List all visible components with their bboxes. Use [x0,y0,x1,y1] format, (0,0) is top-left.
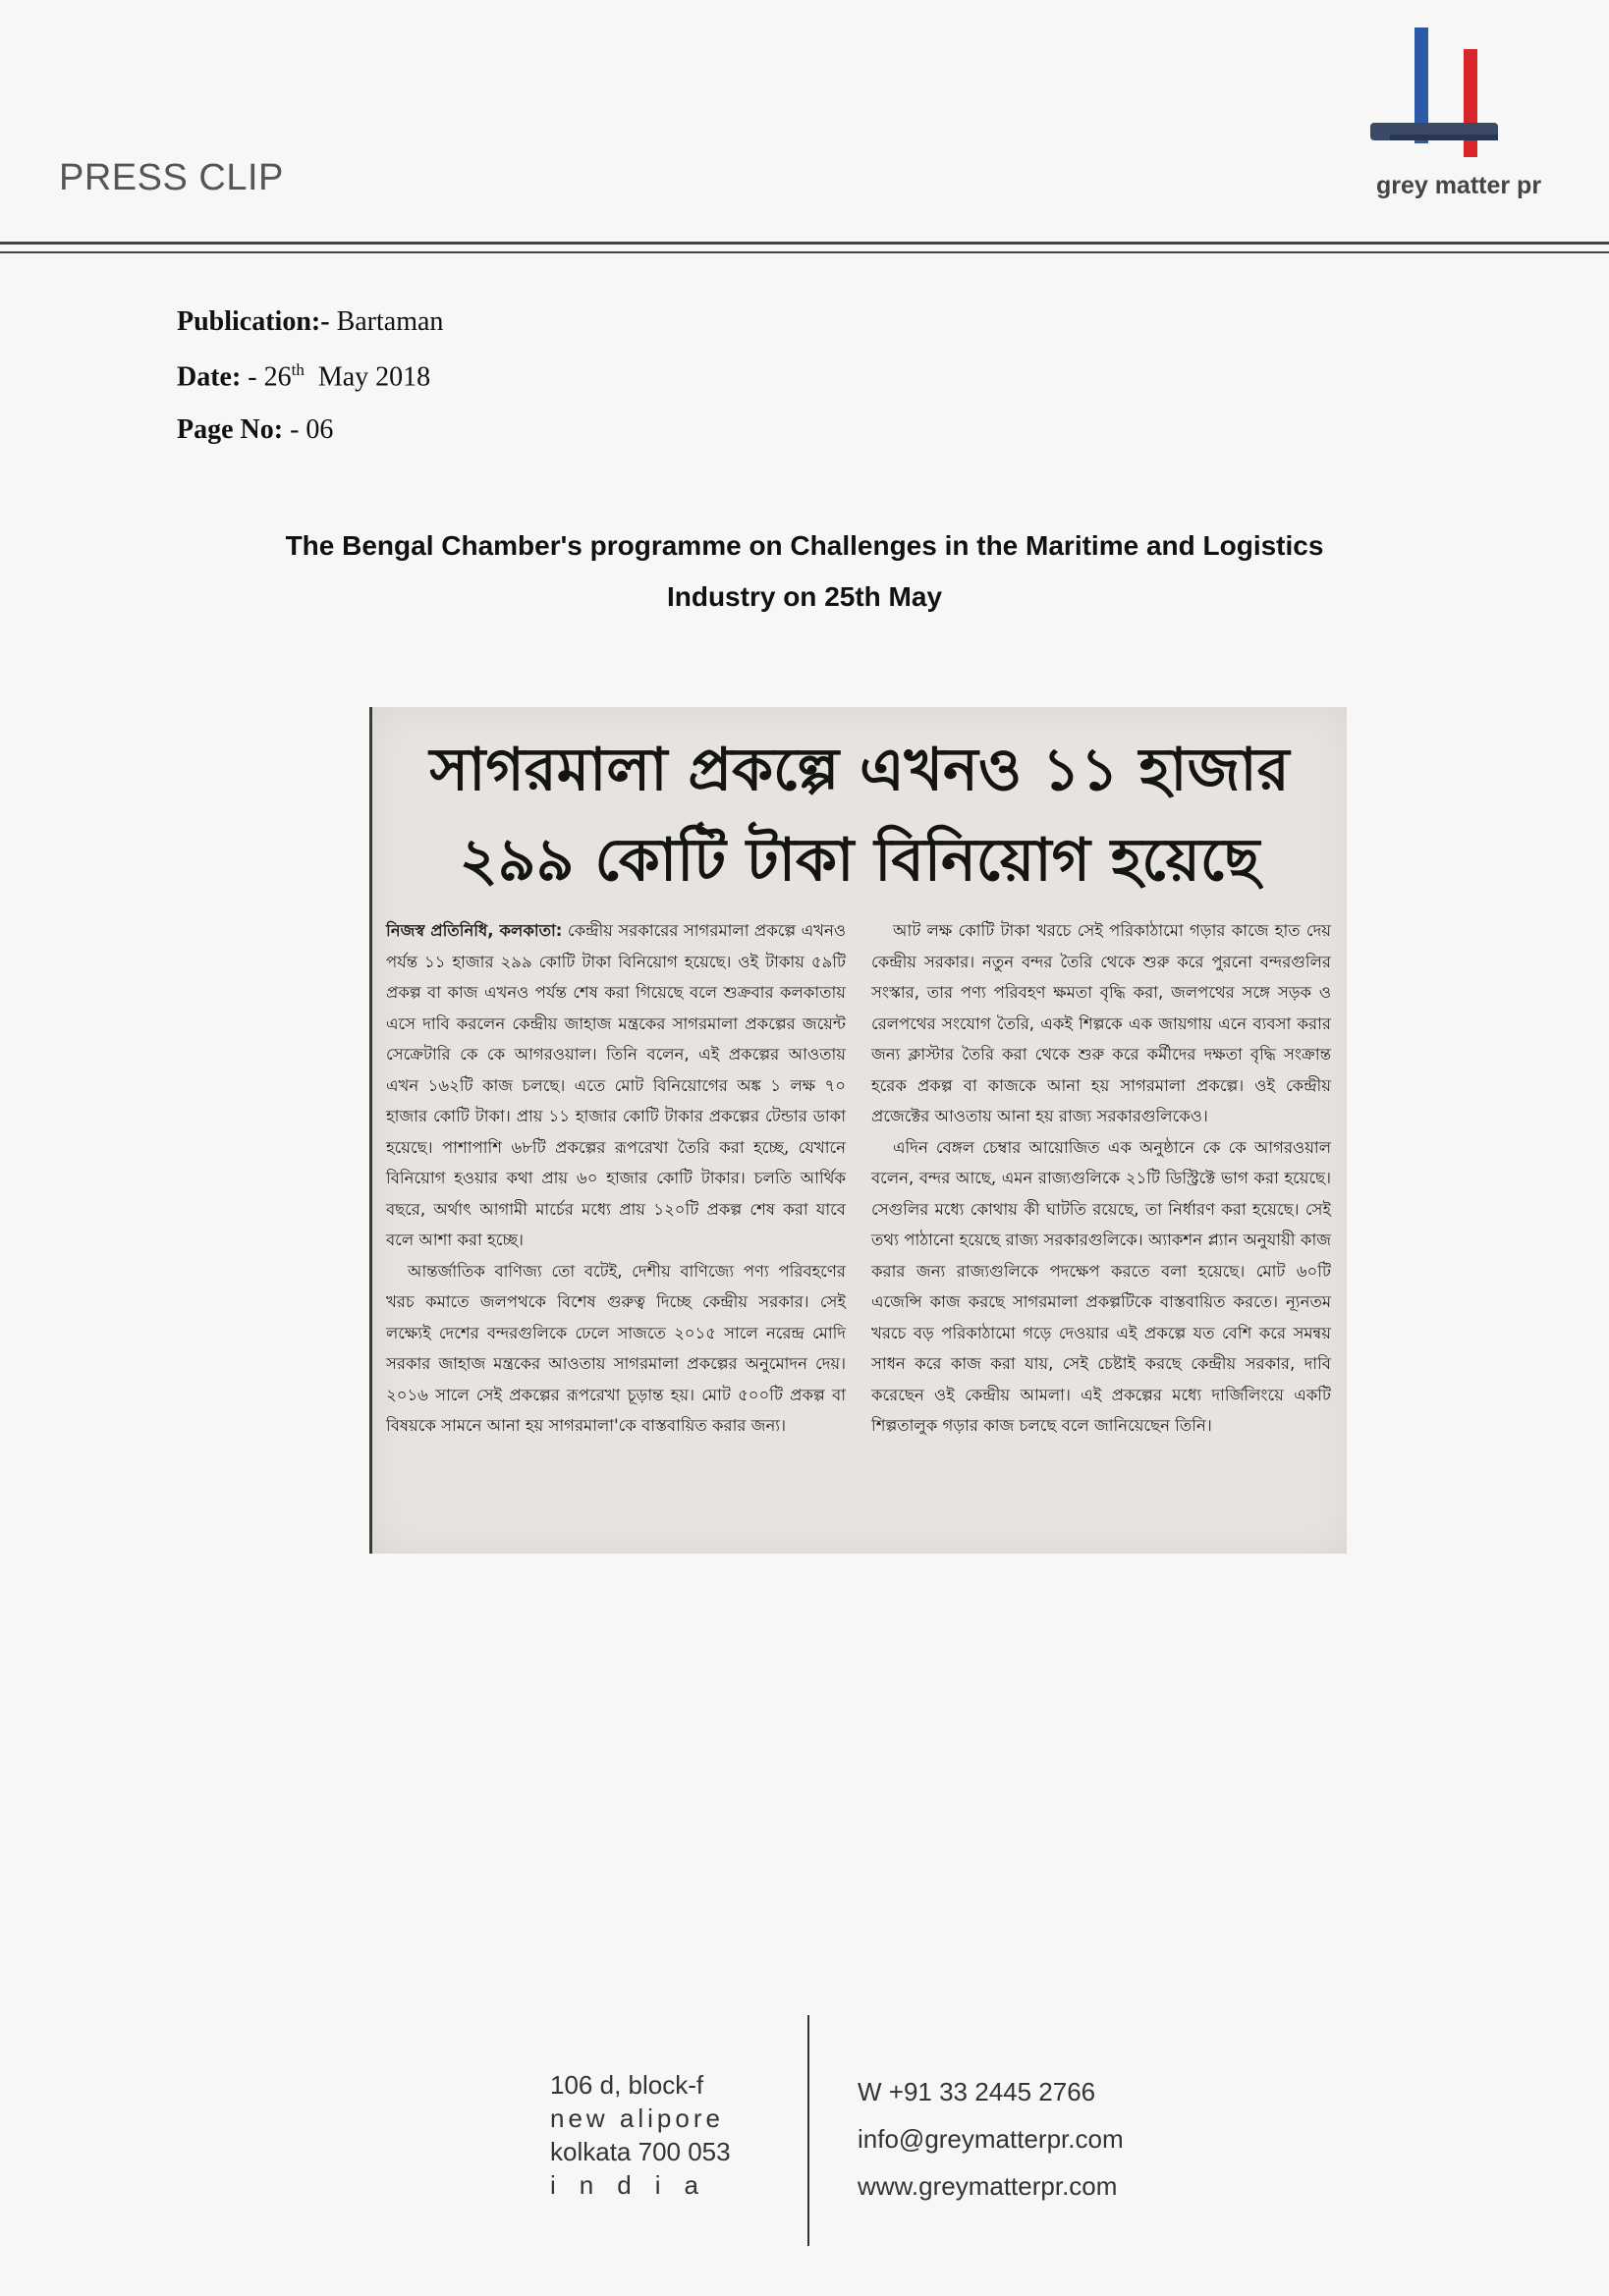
clipping-text: কেন্দ্রীয় সরকারের সাগরমালা প্রকল্পে এখনও পর্যন্ত ১১ হাজার ২৯৯ কোটি টাকা বিনিয়োগ হয়েছে। ওই টাকায় ৫৯টি প্রকল্প বা কাজ এখনও পর্যন্ত শেষ করা গিয়েছে বলে শুক্রবার কলকাতায় এসে দাবি করলেন কেন্দ্রীয় জাহাজ মন্ত্রকের সাগরমালা প্রকল্পের জয়েন্ট সেক্রেটারি কে কে আগরওয়াল। তিনি বলেন, এই প্রকল্পের আওতায় এখন ১৬২টি কাজ চলছে। এতে মোট বিনিয়োগের অঙ্ক ১ লক্ষ ৭০ হাজার কোটি টাকা। প্রায় ১১ হাজার কোটি টাকার প্রকল্পের টেন্ডার ডাকা হয়েছে। পাশাপাশি ৬৮টি প্রকল্পের রূপরেখা তৈরি করা হচ্ছে, যেখানে বিনিয়োগ হওয়ার কথা প্রায় ৬০ হাজার কোটি টাকার। চলতি আর্থিক বছরে, অর্থাৎ আগামী মার্চের মধ্যে প্রায় ১২০টি প্রকল্প শেষ করা যাবে বলে আশা করা হচ্ছে। [386,921,847,1249]
footer-divider [807,2015,809,2246]
publication-meta [177,306,443,468]
address-line-2: new alipore [550,2104,724,2133]
logo-mark-icon [1370,25,1547,172]
footer-contact [858,2068,1124,2210]
article-headline [196,520,1413,623]
date-label: Date: [177,361,242,393]
clipping-paragraph: এদিন বেঙ্গল চেম্বার আয়োজিত এক অনুষ্ঠানে কে কে আগরওয়াল বলেন, বন্দর আছে, এমন রাজ্যগুলিকে ২১টি ডিস্ট্রিক্টে ভাগ করা হয়েছে। সেগুলির মধ্যে কোথায় কী ঘাটতি রয়েছে, তা নির্ধারণ করা হয়েছে। সেই তথ্য পাঠানো হয়েছে রাজ্য সরকারগুলিকে। অ্যাকশন প্ল্যান অনুযায়ী কাজ করার জন্য রাজ্যগুলিকে পদক্ষেপ করতে বলা হয়েছে। মোট ৬০টি এজেন্সি কাজ করছে সাগরমালা প্রকল্পটিকে বাস্তবায়িত করতে। ন্যূনতম খরচে বড় পরিকাঠামো গড়ে দেওয়ার এই প্রকল্পে যত বেশি করে সমন্বয় সাধন করে কাজ করা যায়, সেই চেষ্টাই করছে কেন্দ্রীয় সরকার, দাবি করেছেন ওই কেন্দ্রীয় আমলা। এই প্রকল্পের মধ্যে দার্জিলিংয়ে একটি শিল্পতালুক গড়ার কাজ চলছে বলে জানিয়েছেন তিনি। [871,1137,1331,1435]
clipping-title [372,725,1347,905]
clipping-paragraph [386,915,846,1256]
clipping-column-2 [871,915,1331,1442]
header-rule-thin [0,251,1609,253]
publication-value: Bartaman [336,306,444,337]
website-link[interactable]: www.greymatterpr.com [858,2171,1118,2201]
date-prefix: - 26 [248,361,292,393]
footer-address [550,2068,731,2202]
email-link[interactable]: info@greymatterpr.com [858,2124,1124,2154]
page-label: Page No: [177,414,284,445]
clipping-paragraph: আন্তর্জাতিক বাণিজ্য তো বটেই, দেশীয় বাণিজ্যে পণ্য পরিবহণের খরচ কমাতে জলপথকে বিশেষ গুরুত্ব দিচ্ছে কেন্দ্রীয় সরকার। সেই লক্ষ্যেই দেশের বন্দরগুলিকে ঢেলে সাজতে ২০১৫ সালে নরেন্দ্র মোদি সরকার জাহাজ মন্ত্রকের আওতায় সাগরমালা প্রকল্পের অনুমোদন দেয়। ২০১৬ সালে সেই প্রকল্পের রূপরেখা চূড়ান্ত হয়। মোট ৫০০টি প্রকল্প বা বিষয়কে সামনে আনা হয় সাগরমালা'কে বাস্তবায়িত করার জন্য। [386,1261,846,1435]
logo-text: grey matter pr [1375,172,1542,199]
page-value: - 06 [290,414,334,445]
address-line-3: kolkata 700 053 [550,2137,731,2166]
clipping-paragraph: আট লক্ষ কোটি টাকা খরচে সেই পরিকাঠামো গড়ার কাজে হাত দেয় কেন্দ্রীয় সরকার। নতুন বন্দর তৈরি থেকে শুরু করে পুরনো বন্দরগুলির সংস্কার, তার পণ্য পরিবহণ ক্ষমতা বৃদ্ধি করা, জলপথের সঙ্গে সড়ক ও রেলপথের সংযোগ তৈরি, একই শিল্পকে এক জায়গায় এনে ব্যবসা করার জন্য ক্লাস্টার তৈরি করা থেকে শুরু করে কর্মীদের দক্ষতা বৃদ্ধি সংক্রান্ত হরেক প্রকল্প বা কাজকে আনা হয় সাগরমালা প্রকল্পে। ওই কেন্দ্রীয় প্রজেক্টের আওতায় আনা হয় রাজ্য সরকারগুলিকেও। [871,921,1331,1125]
newspaper-clipping [369,707,1347,1554]
grey-matter-logo [1360,25,1557,201]
header-rule [0,242,1609,245]
headline-line-1: The Bengal Chamber's programme on Challenges in the Maritime and Logistics [285,530,1324,561]
headline-line-2: Industry on 25th May [666,581,943,612]
clipping-title-line-2: ২৯৯ কোটি টাকা বিনিয়োগ হয়েছে [459,826,1260,895]
date-rest: May 2018 [317,361,431,393]
press-clip-label: PRESS CLIP [59,157,284,198]
date-suffix: th [291,360,305,379]
clipping-column-1 [386,915,846,1442]
publication-label: Publication:- [177,306,330,337]
phone-number: W +91 33 2445 2766 [858,2077,1096,2106]
address-line-4: india [550,2170,722,2200]
address-line-1: 106 d, block-f [550,2070,704,2100]
clipping-byline: নিজস্ব প্রতিনিধি, কলকাতা: [386,921,563,940]
clipping-title-line-1: সাগরমালা প্রকল্পে এখনও ১১ হাজার [429,736,1290,804]
